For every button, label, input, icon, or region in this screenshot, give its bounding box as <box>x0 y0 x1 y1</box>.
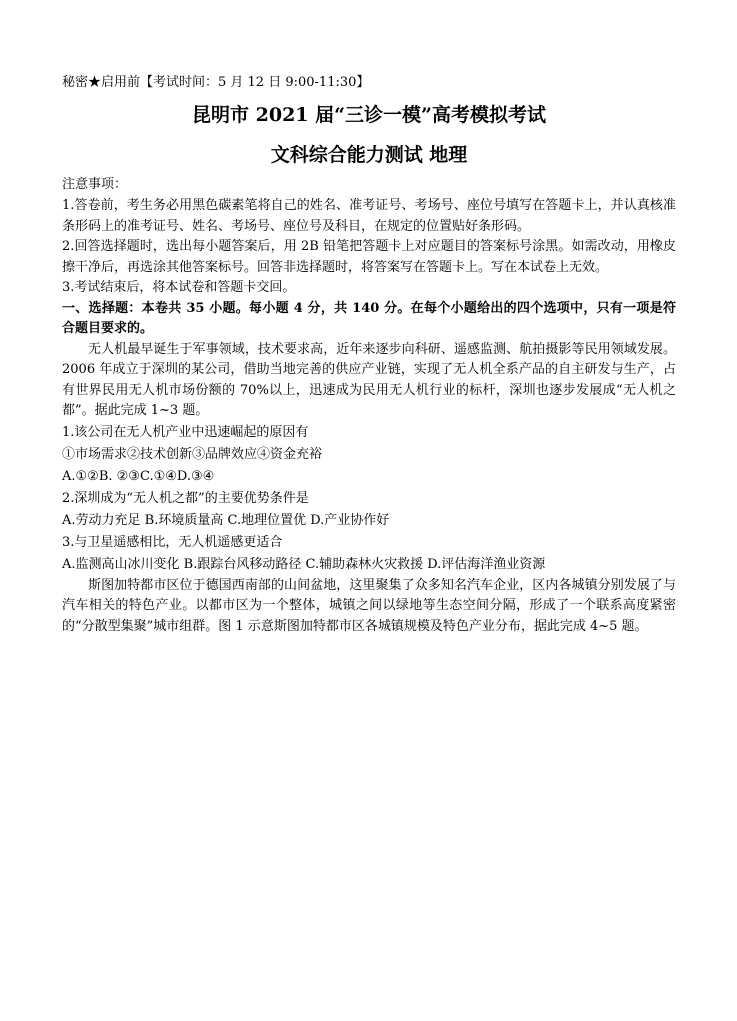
exam-subtitle: 文科综合能力测试 地理 <box>270 144 468 166</box>
confidential-label: 秘密★启用前【考试时间：5 月 12 日 9:00-11:30】 <box>62 75 370 90</box>
passage-stuttgart: 斯图加特都市区位于德国西南部的山间盆地，这里聚集了众多知名汽车企业，区内各城镇分别发展了与汽车相关的特色产业。以都市区为一个整体，城镇之间以绿地等生态空间分隔，形成了一个联系高度紧密的“分散型集聚”城市组群。图 1 示意斯图加特都市区各城镇规模及特色产业分布，据此完成 4~5 题。 <box>62 577 676 634</box>
notice-heading: 注意事项： <box>62 177 128 192</box>
question-1-options: A.①②B. ②③C.①④D.③④ <box>62 468 215 484</box>
notice-item: 3.考试结束后，将本试卷和答题卡交回。 <box>62 280 296 295</box>
exam-page <box>62 72 676 637</box>
passage-drone: 无人机最早诞生于军事领域，技术要求高，近年来逐步向科研、遥感监测、航拍摄影等民用领域发展。2006 年成立于深圳的某公司，借助当地完善的供应产业链，实现了无人机全系产品的自主研发与生产，占有世界民用无人机市场份额的 70%以上，迅速成为民用无人机行业的标杆，深圳也逐步发展成“无人机之都”。据此完成 1~3 题。 <box>62 341 676 418</box>
notice-item: 2.回答选择题时，选出每小题答案后，用 2B 铅笔把答题卡上对应题目的答案标号涂黑。如需改动，用橡皮擦干净后，再选涂其他答案标号。回答非选择题时，将答案写在答题卡上。写在本试卷上无效。 <box>62 239 676 275</box>
question-3-options: A.监测高山冰川变化 B.跟踪台风移动路径 C.辅助森林火灾救援 D.评估海洋渔业资源 <box>62 556 546 572</box>
question-1-factors: ①市场需求②技术创新③品牌效应④资金充裕 <box>62 446 323 462</box>
exam-title: 昆明市 2021 届“三诊一模”高考模拟考试 <box>192 104 546 126</box>
question-3-stem: 3.与卫星遥感相比，无人机遥感更适合 <box>62 534 283 550</box>
section-heading: 一、选择题：本卷共 35 小题。每小题 4 分，共 140 分。在每个小题给出的四个选项中，只有一项是符合题目要求的。 <box>62 300 676 336</box>
notice-item: 1.答卷前，考生务必用黑色碳素笔将自己的姓名、准考证号、考场号、座位号填写在答题卡上，并认真核准条形码上的准考证号、姓名、考场号、座位号及科目，在规定的位置贴好条形码。 <box>62 198 676 234</box>
question-1-stem: 1.该公司在无人机产业中迅速崛起的原因有 <box>62 424 309 440</box>
question-2-options: A.劳动力充足 B.环境质量高 C.地理位置优 D.产业协作好 <box>62 512 390 528</box>
question-2-stem: 2.深圳成为“无人机之都”的主要优势条件是 <box>62 490 309 506</box>
